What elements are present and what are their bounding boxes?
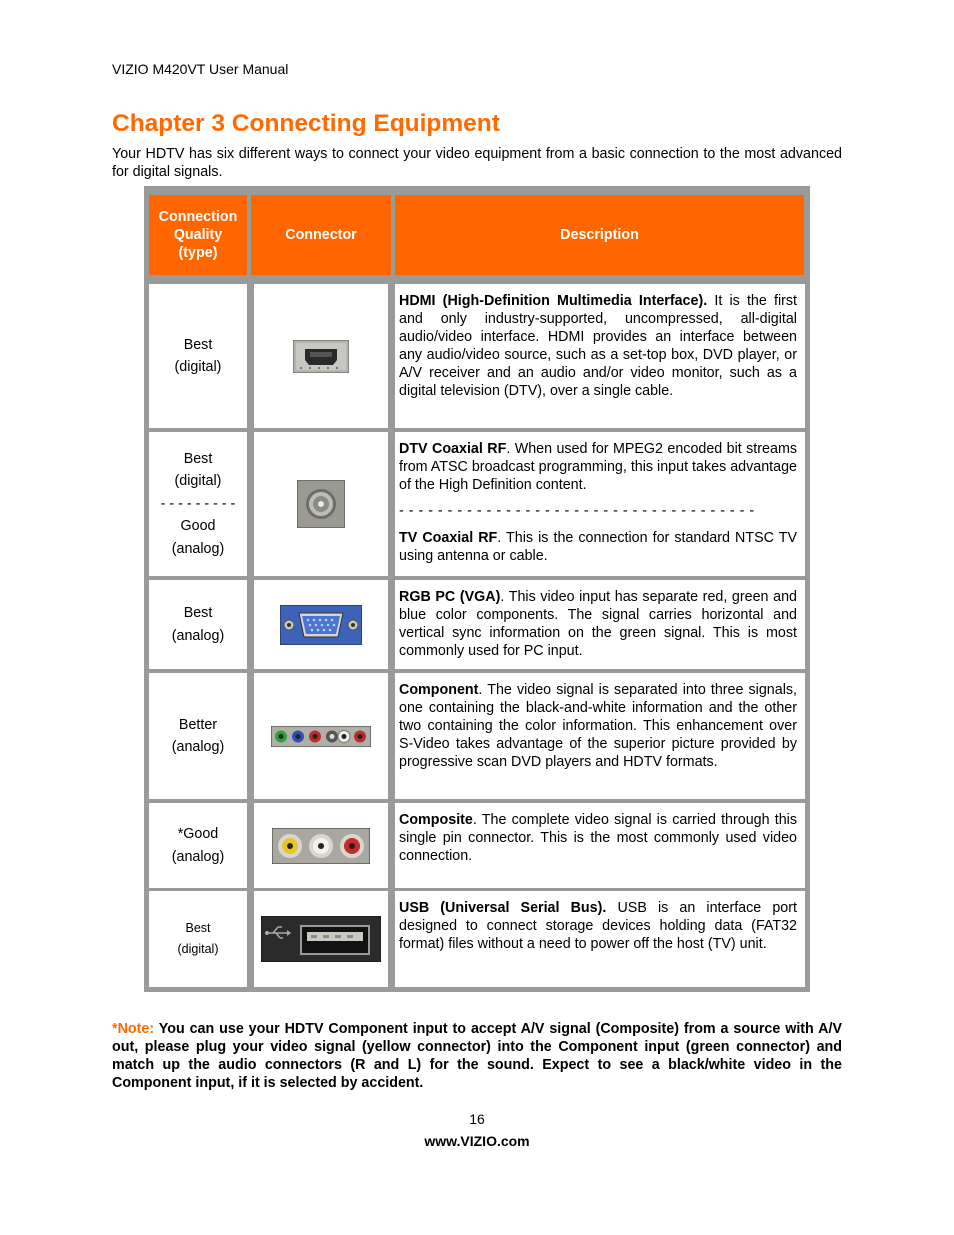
description-text: USB is an interface port designed to connect storage devices holding data (FAT32 format) files without a need to power off the host (TV) unit. xyxy=(399,900,797,952)
note-paragraph xyxy=(112,1020,842,1092)
description-text: It is the first and only industry-supported, uncompressed, all-digital audio/video interface. HDMI provides an interface between any audio/video source, such as a set-top box, DVD player, or A/V receiver and an audio and/or video monitor, such as a digital television (DTV), over a single cable. xyxy=(399,293,797,399)
header-description: Description xyxy=(395,195,804,275)
page-number: 16 xyxy=(469,1111,485,1127)
description-cell-coaxial xyxy=(395,432,805,576)
description-cell-usb xyxy=(395,891,805,987)
running-header: VIZIO M420VT User Manual xyxy=(112,61,289,77)
quality-cell-coaxial xyxy=(149,432,247,576)
quality-label: Best xyxy=(185,921,211,935)
footer-url: www.VIZIO.com xyxy=(424,1133,530,1149)
description-title: Component xyxy=(399,682,479,698)
description-cell-hdmi xyxy=(395,284,805,428)
description-separator: - - - - - - - - - - - - - - - - - - - - - - - - - - - - - - - - - - - - - xyxy=(399,503,755,519)
coaxial-rf-port-icon xyxy=(297,480,345,528)
description-cell-vga xyxy=(395,580,805,669)
description-text-secondary: . This is the connection for standard NTSC TV using antenna or cable. xyxy=(399,530,797,564)
vga-port-icon xyxy=(280,605,362,645)
composite-ports-icon xyxy=(272,828,370,864)
header-quality-line2: Quality xyxy=(173,227,223,243)
description-title-secondary: TV Coaxial RF xyxy=(399,530,498,546)
quality-type: (digital) xyxy=(174,473,222,490)
connector-cell-component xyxy=(254,673,388,799)
description-title: RGB PC (VGA) xyxy=(399,589,501,605)
quality-label: Best xyxy=(183,450,213,467)
quality-cell-component xyxy=(149,673,247,799)
quality-cell-hdmi xyxy=(149,284,247,428)
description-cell-component xyxy=(395,673,805,799)
header-connector: Connector xyxy=(251,195,391,275)
header-quality-line3: (type) xyxy=(178,245,218,261)
description-text: . This video input has separate red, green and blue color components. The signal carries horizontal and vertical sync information on the green signal. This is most commonly used for PC input. xyxy=(399,589,797,659)
header-quality-line1: Connection xyxy=(158,209,238,225)
hdmi-port-icon xyxy=(293,340,349,373)
description-text: . The complete video signal is carried through this single pin connector. This is the most commonly used video connection. xyxy=(399,812,797,864)
component-ports-icon xyxy=(271,726,371,747)
description-title: DTV Coaxial RF xyxy=(399,441,507,457)
quality-type: (analog) xyxy=(171,540,225,557)
quality-label: Better xyxy=(178,716,218,733)
quality-label: Good xyxy=(180,518,216,535)
connector-cell-hdmi xyxy=(254,284,388,428)
quality-cell-vga xyxy=(149,580,247,669)
header-quality xyxy=(149,195,247,275)
quality-label: Best xyxy=(183,336,213,353)
connector-cell-vga xyxy=(254,580,388,669)
chapter-title: Chapter 3 Connecting Equipment xyxy=(112,110,500,137)
quality-type: (analog) xyxy=(171,627,225,644)
description-title: HDMI (High-Definition Multimedia Interface). xyxy=(399,293,708,309)
note-label: *Note: xyxy=(112,1021,155,1037)
connector-cell-coaxial xyxy=(254,432,388,576)
quality-cell-composite xyxy=(149,803,247,888)
description-title: Composite xyxy=(399,812,473,828)
description-text: . When used for MPEG2 encoded bit streams from ATSC broadcast programming, this input takes advantage of the High Definition content. xyxy=(399,441,798,493)
description-title: USB (Universal Serial Bus). xyxy=(399,900,607,916)
quality-label: *Good xyxy=(177,826,219,842)
quality-cell-usb xyxy=(149,891,247,987)
quality-separator: - - - - - - - - - xyxy=(160,495,236,512)
note-text: You can use your HDTV Component input to accept A/V signal (Composite) from a source with A/V out, please plug your video signal (yellow connector) into the Component input (green connector) and match up the audio connectors (R and L) for the sound. Expect to see a black/white video in the Component input, if it is selected by accident. xyxy=(112,1021,842,1091)
connector-cell-usb xyxy=(254,891,388,987)
quality-label: Best xyxy=(183,605,213,621)
connector-cell-composite xyxy=(254,803,388,888)
intro-paragraph: Your HDTV has six different ways to connect your video equipment from a basic connection to the most advanced for digital signals. xyxy=(112,146,842,180)
quality-type: (analog) xyxy=(171,739,225,755)
quality-type: (digital) xyxy=(177,942,219,956)
connection-table xyxy=(144,186,810,992)
description-text: . The video signal is separated into three signals, one containing the black-and-white information and the other two containing the color information. This enhancement over S-Video takes advantage of the superior picture provided by progressive scan DVD players and HDTV formats. xyxy=(399,682,797,770)
description-cell-composite xyxy=(395,803,805,888)
usb-port-icon xyxy=(261,916,381,962)
quality-type: (digital) xyxy=(174,359,222,375)
quality-type: (analog) xyxy=(171,848,225,865)
